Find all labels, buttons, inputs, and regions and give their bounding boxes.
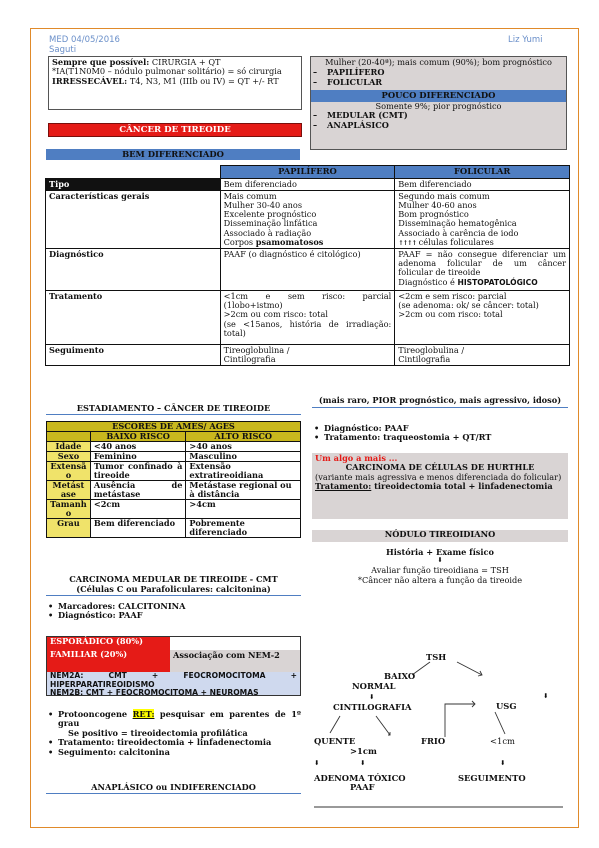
ames-corner bbox=[47, 432, 91, 442]
header-author: Liz Yumi bbox=[508, 35, 543, 45]
cell-line: <2cm e sem risco: parcial bbox=[398, 291, 507, 302]
table-cell: Tumor confinado à tireoide bbox=[90, 462, 186, 481]
cell-line: Diagnóstico é bbox=[398, 276, 458, 287]
well-diff-list bbox=[311, 68, 566, 87]
table-cell: PAAF (o diagnóstico é citológico) bbox=[220, 249, 395, 291]
flow-normal: NORMAL bbox=[352, 681, 396, 691]
cell-line: (se adenoma: ok/ se câncer: total) bbox=[398, 300, 539, 311]
poorly-diff-summary: Somente 9%; pior prognóstico bbox=[375, 100, 502, 111]
col-papilifero: PAPILÍFERO bbox=[220, 166, 395, 179]
cancer-title-bar: CÂNCER DE TIREOIDE bbox=[48, 123, 302, 137]
header-course: MED 04/05/2016 bbox=[49, 35, 120, 45]
table-row bbox=[46, 345, 570, 366]
row-label: Grau bbox=[47, 519, 91, 538]
medular-bullets bbox=[46, 602, 301, 621]
ret-pre: Protooncogene bbox=[58, 709, 133, 719]
table-row bbox=[47, 519, 301, 538]
row-label: Tamanho bbox=[47, 500, 91, 519]
medular-subtitle: (Células C ou Parafoliculares: calcitonina) bbox=[46, 585, 301, 596]
col-folicular: FOLICULAR bbox=[395, 166, 570, 179]
table-corner bbox=[46, 166, 221, 179]
psamomatosos-text: psamomatosos bbox=[255, 236, 324, 247]
down-arrow-icon: ⬇ bbox=[369, 693, 375, 701]
table-cell bbox=[395, 291, 570, 345]
usg-to-lt1-arrow bbox=[495, 712, 505, 734]
esporadico-label: ESPORÁDICO (80%) bbox=[47, 637, 170, 650]
medular-title: CARCINOMA MEDULAR DE TIREOIDE - CMT bbox=[69, 574, 278, 584]
down-arrow-icon: ⬇ bbox=[314, 759, 320, 767]
flow-frio: FRIO bbox=[421, 736, 446, 746]
cell-line: Tireoglobulina / bbox=[223, 345, 290, 356]
table-cell: Ausência de metástase bbox=[90, 481, 186, 500]
irresectable-text: T4, N3, M1 (IIIb ou IV) = QT +/- RT bbox=[127, 75, 279, 86]
cell-line: PAAF = não consegue diferenciar um adenoma folicular de um câncer folicular de tireoide bbox=[398, 249, 566, 278]
table-cell bbox=[220, 345, 395, 366]
list-item: • Seguimento: calcitonina bbox=[46, 748, 301, 757]
table-row bbox=[47, 442, 301, 452]
well-diff-summary: Mulher (20-40ª); mais comum (90%); bom prognóstico bbox=[325, 57, 552, 67]
table-row bbox=[46, 178, 570, 190]
anaplasico-bullets bbox=[312, 424, 568, 443]
list-item: – PAPILÍFERO bbox=[311, 68, 566, 77]
table-header-row bbox=[46, 166, 570, 179]
table-cell: Bem diferenciado bbox=[90, 519, 186, 538]
flow-cintilografia: CINTILOGRAFIA bbox=[333, 702, 412, 712]
poorly-diff-list bbox=[311, 111, 566, 130]
cinti-to-quente-arrow bbox=[330, 716, 340, 733]
table-row bbox=[47, 452, 301, 462]
cell-line: Corpos bbox=[223, 236, 256, 247]
table-cell bbox=[395, 345, 570, 366]
table-cell: >4cm bbox=[186, 500, 301, 519]
row-label: Seguimento bbox=[46, 345, 221, 366]
row-label: Extensão bbox=[47, 462, 91, 481]
familiar-label: FAMILIAR (20%) bbox=[47, 650, 170, 672]
flow-gt1cm: >1cm bbox=[350, 746, 377, 756]
irresectable-label: IRRESSECÁVEL: bbox=[52, 75, 128, 86]
nodulo-l2: Avaliar função tireoidiana = TSH bbox=[371, 565, 509, 575]
row-label: Idade bbox=[47, 442, 91, 452]
flow-usg: USG bbox=[496, 701, 517, 711]
row-label: Características gerais bbox=[46, 190, 221, 248]
table-cell bbox=[220, 190, 395, 248]
list-item: – MEDULAR (CMT) bbox=[311, 111, 566, 120]
table-row bbox=[46, 249, 570, 291]
nem-types bbox=[47, 671, 300, 698]
cell-line: (se <15anos, história de irradiação: total) bbox=[223, 318, 392, 338]
table-cell: Bem diferenciado bbox=[395, 178, 570, 190]
flow-paaf: PAAF bbox=[350, 782, 375, 792]
header-topic: Saguti bbox=[49, 45, 77, 55]
cell-line: células foliculares bbox=[416, 236, 494, 247]
top-left-box bbox=[48, 56, 302, 110]
ames-table bbox=[46, 421, 301, 538]
flow-baixo: BAIXO bbox=[384, 671, 416, 681]
down-arrow-icon: ⬇ bbox=[437, 556, 443, 564]
nodulo-flowchart bbox=[300, 640, 575, 810]
flow-lt1cm: <1cm bbox=[490, 736, 515, 746]
flow-tsh: TSH bbox=[426, 652, 447, 662]
table-row bbox=[46, 190, 570, 248]
ames-title: ESCORES DE AMES/ AGES bbox=[47, 422, 301, 432]
row-label: Sexo bbox=[47, 452, 91, 462]
cell-line: Disseminação linfática bbox=[223, 218, 318, 229]
table-cell bbox=[220, 291, 395, 345]
medular-bullets-2 bbox=[46, 710, 301, 757]
tsh-to-usg-arrow bbox=[457, 662, 482, 675]
table-cell: Feminino bbox=[90, 452, 186, 462]
ret-sub: Se positivo = tireoidectomia profilática bbox=[68, 727, 248, 738]
cell-line: Mulher 40-60 anos bbox=[398, 200, 477, 211]
always-possible-text: CIRURGIA + QT bbox=[149, 57, 221, 67]
table-row bbox=[47, 462, 301, 481]
nodulo-title: NÓDULO TIREOIDIANO bbox=[312, 530, 568, 542]
cinti-to-frio-arrow bbox=[376, 716, 390, 735]
table-cell bbox=[395, 190, 570, 248]
estadiamento-title: ESTADIAMENTO – CÂNCER DE TIREOIDE bbox=[46, 404, 301, 415]
cell-line: Mais comum bbox=[223, 190, 277, 201]
cell-line: Segundo mais comum bbox=[398, 190, 490, 201]
up-arrows-icon: ↑↑↑↑ bbox=[398, 238, 417, 247]
cell-line: Disseminação hematogênica bbox=[398, 218, 517, 229]
hurthle-title: CARCINOMA DE CÉLULAS DE HURTHLE bbox=[345, 462, 535, 473]
down-arrow-icon: ⬇ bbox=[500, 759, 506, 767]
nem-box bbox=[46, 636, 301, 696]
row-label: Metástase bbox=[47, 481, 91, 500]
down-arrow-icon: ⬇ bbox=[360, 759, 366, 767]
hurthle-desc: (variante mais agressiva e menos diferenciada do folicular) bbox=[315, 471, 562, 482]
list-item: • Tratamento: tireoidectomia + linfadenectomia bbox=[46, 738, 301, 747]
cell-line: Excelente prognóstico bbox=[223, 209, 317, 220]
table-cell: Masculino bbox=[186, 452, 301, 462]
histopatologico-text: HISTOPATOLÓGICO bbox=[457, 277, 538, 287]
cell-line: Tireoglobulina / bbox=[398, 345, 465, 356]
nem-blank bbox=[170, 637, 300, 650]
ret-rest: pesquisar em parentes de 1º grau bbox=[58, 709, 302, 729]
cell-line: Associado à radiação bbox=[223, 227, 312, 238]
anaplasico-intro: (mais raro, PIOR prognóstico, mais agressivo, idoso) bbox=[312, 396, 568, 408]
table-cell: Extensão extratireoidiana bbox=[186, 462, 301, 481]
comparison-table bbox=[45, 165, 570, 366]
cell-line: Cintilografia bbox=[223, 354, 276, 365]
list-item bbox=[46, 710, 301, 738]
stage-ia-note: *IA(T1N0M0 – nódulo pulmonar solitário) = só cirurgia bbox=[52, 66, 282, 77]
row-label: Tipo bbox=[46, 178, 221, 190]
pouco-diferenciado-bar: POUCO DIFERENCIADO bbox=[311, 90, 566, 102]
hurthle-box bbox=[312, 453, 568, 519]
flow-quente: QUENTE bbox=[314, 736, 356, 746]
assoc-nem2: Associação com NEM-2 bbox=[170, 650, 300, 672]
bem-diferenciado-bar: BEM DIFERENCIADO bbox=[46, 149, 300, 160]
table-cell: Pobremente diferenciado bbox=[186, 519, 301, 538]
list-item: – ANAPLÁSICO bbox=[311, 121, 566, 130]
list-item: • Tratamento: traqueostomia + QT/RT bbox=[312, 433, 568, 442]
table-cell: >40 anos bbox=[186, 442, 301, 452]
hurthle-trat-text: tireoidectomia total + linfadenectomia bbox=[371, 481, 553, 492]
table-row bbox=[46, 291, 570, 345]
cell-line: Cintilografia bbox=[398, 354, 451, 365]
frio-to-usg-arrow bbox=[445, 704, 475, 737]
nem2a-text: NEM2A: CMT + FEOCROMOCITOMA + HIPERPARATIREOIDISMO bbox=[50, 671, 297, 689]
always-possible-label: Sempre que possível: bbox=[52, 57, 150, 67]
cell-line: >2cm ou com risco: total bbox=[223, 309, 328, 320]
row-label: Tratamento bbox=[46, 291, 221, 345]
list-item: • Diagnóstico: PAAF bbox=[46, 611, 301, 620]
table-cell bbox=[395, 249, 570, 291]
down-arrow-icon: ⬇ bbox=[543, 692, 549, 700]
list-item: • Diagnóstico: PAAF bbox=[312, 424, 568, 433]
col-alto-risco: ALTO RISCO bbox=[186, 432, 301, 442]
cell-line: Bom prognóstico bbox=[398, 209, 469, 220]
table-cell: Bem diferenciado bbox=[220, 178, 395, 190]
hurthle-trat-label: Tratamento: bbox=[315, 481, 372, 492]
nodulo-l3: *Câncer não altera a função da tireoide bbox=[357, 575, 523, 585]
table-cell: <2cm bbox=[90, 500, 186, 519]
cell-line: Mulher 30-40 anos bbox=[223, 200, 303, 211]
table-cell: <40 anos bbox=[90, 442, 186, 452]
ret-highlight: RET: bbox=[132, 709, 155, 719]
nem2b-text: NEM2B: CMT + FEOCROMOCITOMA + NEUROMAS bbox=[50, 688, 259, 698]
hurthle-heading: Um algo a mais ... bbox=[315, 453, 398, 463]
cell-line: <1cm e sem risco: parcial (1lobo+istmo) bbox=[223, 291, 392, 311]
anaplasico-title: ANAPLÁSICO ou INDIFERENCIADO bbox=[46, 783, 301, 794]
flow-seguimento: SEGUIMENTO bbox=[458, 773, 526, 783]
table-row bbox=[47, 500, 301, 519]
nodulo-l1: História + Exame físico bbox=[386, 547, 494, 557]
cell-line: >2cm ou com risco: total bbox=[398, 309, 503, 320]
row-label: Diagnóstico bbox=[46, 249, 221, 291]
col-baixo-risco: BAIXO RISCO bbox=[90, 432, 186, 442]
cell-line: Associado à carência de iodo bbox=[398, 227, 519, 238]
top-right-box bbox=[310, 56, 567, 150]
flow-adenoma-toxico: ADENOMA TÓXICO bbox=[314, 773, 406, 783]
table-cell: Metástase regional ou à distância bbox=[186, 481, 301, 500]
list-item: – FOLICULAR bbox=[311, 78, 566, 87]
list-item: • Marcadores: CALCITONINA bbox=[46, 602, 301, 611]
table-row bbox=[47, 481, 301, 500]
